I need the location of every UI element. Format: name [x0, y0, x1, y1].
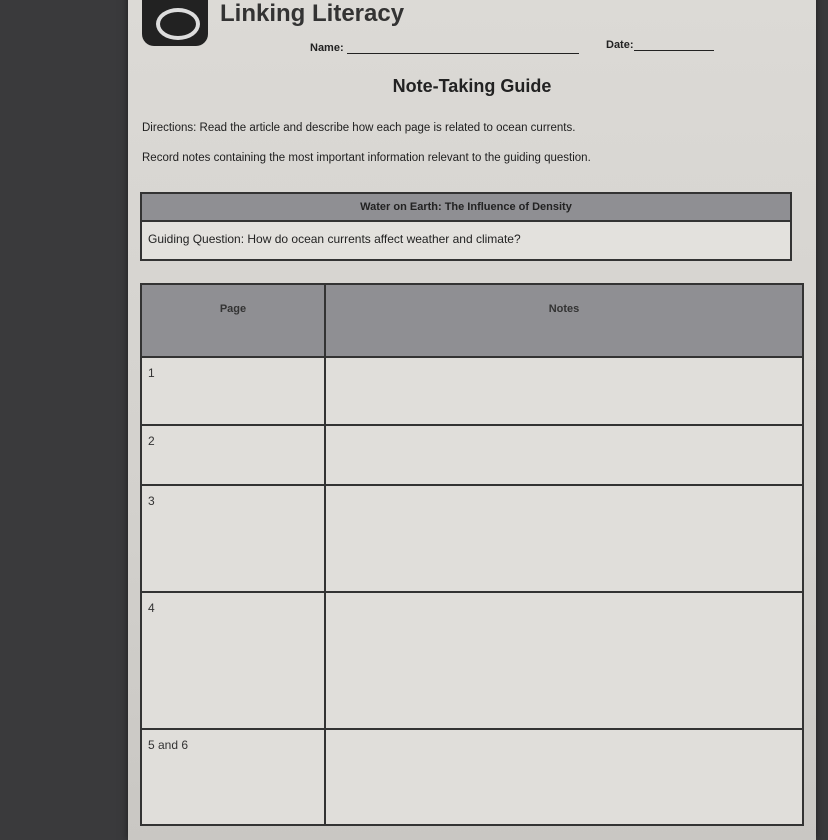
table-row [141, 485, 803, 592]
page-cell: 1 [141, 357, 325, 425]
notes-table [140, 283, 804, 826]
table-row [141, 357, 803, 425]
table-row [141, 425, 803, 485]
worksheet [128, 0, 816, 840]
notes-cell[interactable] [325, 592, 803, 729]
table-row [141, 729, 803, 825]
table-header [141, 284, 803, 357]
page-cell: 3 [141, 485, 325, 592]
name-field [310, 42, 579, 54]
notes-cell[interactable] [325, 485, 803, 592]
date-field [606, 39, 714, 51]
page-cell: 2 [141, 425, 325, 485]
brand-title: Linking Literacy [220, 0, 405, 27]
guiding-question: Guiding Question: How do ocean currents affect weather and climate? [142, 222, 790, 259]
topic-box [140, 192, 792, 261]
date-label: Date: [606, 39, 634, 51]
page-cell: 4 [141, 592, 325, 729]
topic-title: Water on Earth: The Influence of Density [142, 194, 790, 222]
directions: Directions: Read the article and describe how each page is related to ocean currents. [142, 122, 576, 134]
page-title: Note-Taking Guide [392, 76, 552, 96]
notes-cell[interactable] [325, 425, 803, 485]
table-row [141, 592, 803, 729]
header-page: Page [141, 284, 325, 357]
directions-2: Record notes containing the most important information relevant to the guiding question. [142, 152, 591, 164]
notes-cell[interactable] [325, 729, 803, 825]
logo-icon [142, 0, 208, 46]
name-label: Name: [310, 42, 344, 54]
page-cell: 5 and 6 [141, 729, 325, 825]
header-notes: Notes [325, 284, 803, 357]
notes-cell[interactable] [325, 357, 803, 425]
